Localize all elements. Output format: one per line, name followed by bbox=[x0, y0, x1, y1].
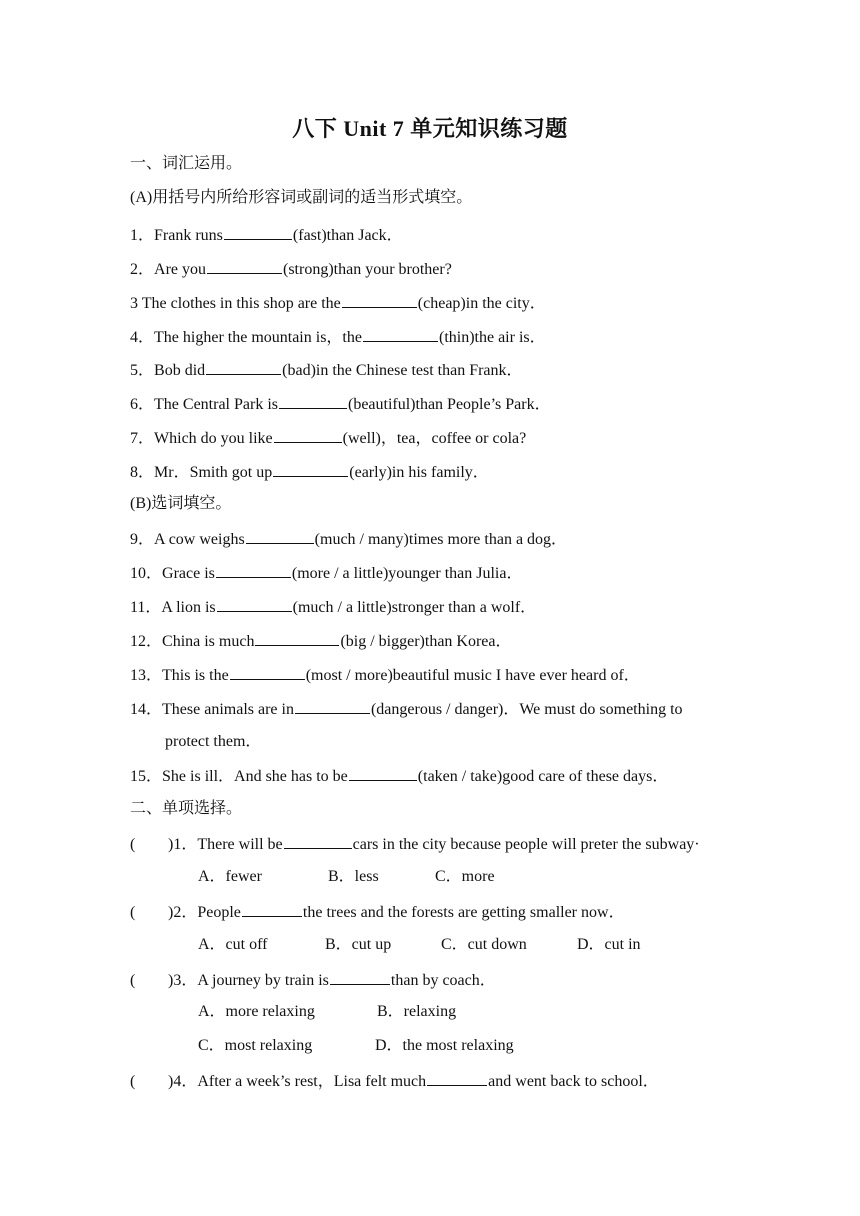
answer-blank[interactable] bbox=[284, 833, 352, 849]
option-c[interactable]: C．most relaxing bbox=[198, 1037, 313, 1054]
answer-blank[interactable] bbox=[342, 292, 417, 308]
answer-paren[interactable]: ( bbox=[130, 972, 136, 989]
answer-blank[interactable] bbox=[242, 901, 302, 917]
answer-blank[interactable] bbox=[207, 258, 282, 274]
answer-blank[interactable] bbox=[273, 461, 348, 477]
section1-heading: 一、词汇运用。 bbox=[130, 155, 243, 172]
fill-item: 2．Are you (strong)than your brother? bbox=[130, 258, 750, 280]
option-a[interactable]: A．cut off bbox=[198, 936, 268, 953]
answer-blank[interactable] bbox=[330, 969, 390, 985]
fill-item: 11．A lion is (much / a little)stronger than a wolf． bbox=[130, 596, 750, 618]
answer-blank[interactable] bbox=[246, 528, 314, 544]
option-c[interactable]: C．more bbox=[435, 868, 495, 885]
answer-paren[interactable]: ( bbox=[130, 904, 136, 921]
fill-item: 8．Mr．Smith got up (early)in his family． bbox=[130, 461, 750, 483]
option-c[interactable]: C．cut down bbox=[441, 936, 527, 953]
fill-item: 14．These animals are in (dangerous / danger)．We must do something to bbox=[130, 698, 750, 720]
part-b-instruction: (B)选词填空。 bbox=[130, 495, 232, 512]
option-b[interactable]: B．less bbox=[328, 868, 379, 885]
option-d[interactable]: D．cut in bbox=[577, 936, 641, 953]
fill-item: 5．Bob did (bad)in the Chinese test than Frank． bbox=[130, 359, 750, 381]
answer-blank[interactable] bbox=[216, 562, 291, 578]
fill-item: 15．She is ill．And she has to be (taken / take)good care of these days． bbox=[130, 765, 750, 787]
answer-blank[interactable] bbox=[217, 596, 292, 612]
mc-question: ( )2．People the trees and the forests are getting smaller now． bbox=[130, 901, 750, 923]
answer-blank[interactable] bbox=[295, 698, 370, 714]
fill-item: 1．Frank runs (fast)than Jack． bbox=[130, 224, 750, 246]
option-a[interactable]: A．more relaxing bbox=[198, 1003, 315, 1020]
fill-item: 10．Grace is (more / a little)younger than Julia． bbox=[130, 562, 750, 584]
fill-item: 3 The clothes in this shop are the (cheap)in the city． bbox=[130, 292, 750, 314]
answer-blank[interactable] bbox=[230, 664, 305, 680]
fill-item-continuation: protect them． bbox=[165, 733, 262, 750]
answer-blank[interactable] bbox=[363, 326, 438, 342]
answer-blank[interactable] bbox=[274, 427, 342, 443]
answer-paren[interactable]: ( bbox=[130, 836, 136, 853]
section2-heading: 二、单项选择。 bbox=[130, 800, 243, 817]
mc-question: ( )4．After a week’s rest，Lisa felt much and went back to school． bbox=[130, 1070, 750, 1092]
part-a-instruction: (A)用括号内所给形容词或副词的适当形式填空。 bbox=[130, 189, 473, 206]
option-a[interactable]: A．fewer bbox=[198, 868, 262, 885]
fill-item: 7．Which do you like (well)，tea，coffee or cola? bbox=[130, 427, 750, 449]
option-d[interactable]: D．the most relaxing bbox=[375, 1037, 514, 1054]
answer-blank[interactable] bbox=[279, 393, 347, 409]
fill-item: 13．This is the (most / more)beautiful music I have ever heard of． bbox=[130, 664, 750, 686]
answer-paren[interactable]: ( bbox=[130, 1073, 136, 1090]
answer-blank[interactable] bbox=[349, 765, 417, 781]
answer-blank[interactable] bbox=[255, 630, 339, 646]
page-title: 八下 Unit 7 单元知识练习题 bbox=[292, 116, 568, 141]
option-b[interactable]: B．relaxing bbox=[377, 1003, 457, 1020]
mc-question: ( )1．There will be cars in the city because people will preter the subway· bbox=[130, 833, 750, 855]
answer-blank[interactable] bbox=[427, 1070, 487, 1086]
fill-item: 4．The higher the mountain is，the (thin)the air is． bbox=[130, 326, 750, 348]
mc-question: ( )3．A journey by train is than by coach． bbox=[130, 969, 750, 991]
fill-item: 6．The Central Park is (beautiful)than People’s Park． bbox=[130, 393, 750, 415]
answer-blank[interactable] bbox=[224, 224, 292, 240]
answer-blank[interactable] bbox=[206, 359, 281, 375]
fill-item: 9．A cow weighs (much / many)times more than a dog． bbox=[130, 528, 750, 550]
fill-item: 12．China is much (big / bigger)than Korea． bbox=[130, 630, 750, 652]
option-b[interactable]: B．cut up bbox=[325, 936, 392, 953]
